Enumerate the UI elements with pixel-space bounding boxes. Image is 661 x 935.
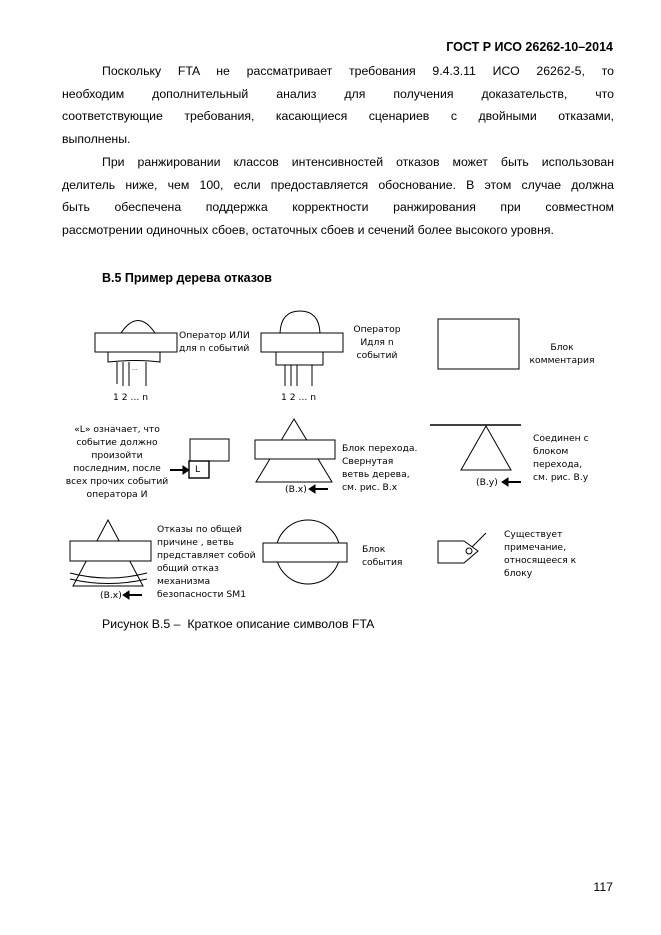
- paragraph-line: рассмотрении одиночных сбоев, остаточных сбоев и сечений более высокого уровня.: [62, 222, 554, 237]
- label-line: общий отказ: [157, 563, 219, 574]
- comment-block-symbol: [438, 319, 519, 369]
- label-line: для n событий: [179, 343, 250, 354]
- label-line: событие должно: [76, 437, 158, 448]
- paragraph-line: необходим дополнительный анализ для получения доказательств, что: [62, 86, 614, 101]
- label-line: ветвь дерева,: [342, 469, 410, 480]
- common-cause-ref: (B.x): [100, 590, 122, 601]
- connector-ref: (B.y): [476, 477, 498, 488]
- transfer-block-label: [342, 442, 417, 494]
- label-line: см. рис. B.y: [533, 472, 589, 483]
- label-line: Оператор: [353, 324, 401, 335]
- label-line: комментария: [529, 355, 595, 366]
- label-line: относящееся к: [504, 555, 577, 566]
- or-gate-symbol: [95, 321, 177, 387]
- document-code-header: ГОСТ Р ИСО 26262-10–2014: [446, 40, 613, 54]
- common-cause-label: [157, 523, 256, 601]
- label-line: безопасности SM1: [157, 589, 247, 600]
- transfer-block-symbol: [255, 419, 335, 493]
- paragraph-2: [62, 151, 614, 241]
- event-block-label: [362, 543, 402, 569]
- or-gate-dots: ...: [132, 365, 138, 372]
- l-box-letter: L: [195, 464, 201, 475]
- label-line: события: [362, 557, 403, 568]
- label-line: см. рис. B.x: [342, 482, 398, 493]
- label-line: оператора И: [86, 489, 148, 500]
- or-gate-label: [179, 329, 250, 355]
- label-line: последним, после: [73, 463, 161, 474]
- paragraph-1: [62, 60, 614, 150]
- paragraph-line: Поскольку FTA не рассматривает требования 9.4.3.11 ИСО 26262-5, то: [102, 64, 614, 78]
- and-gate-label: [349, 323, 405, 362]
- comment-block-label: [527, 341, 597, 367]
- label-line: представляет собой: [157, 550, 256, 561]
- paragraph-line: быть обеспечена поддержка корректности ранжирования при совместном: [62, 200, 614, 214]
- note-tag-symbol: [438, 533, 486, 563]
- label-line: перехода,: [533, 459, 583, 470]
- l-note-label: [62, 423, 172, 501]
- label-line: Блок: [362, 544, 386, 555]
- fta-symbols-figure: [0, 300, 661, 620]
- label-line: Оператор ИЛИ: [179, 330, 250, 341]
- label-line: Идля n: [360, 337, 394, 348]
- and-gate-inputs-label: 1 2 ... n: [281, 392, 317, 403]
- label-line: Отказы по общей: [157, 524, 242, 535]
- or-gate-inputs-label: 1 2 ... n: [113, 392, 149, 403]
- page-number: 117: [593, 880, 613, 894]
- label-line: событий: [356, 350, 398, 361]
- label-line: всех прочих событий: [65, 476, 169, 487]
- figure-caption: Рисунок B.5 – Краткое описание символов FTA: [102, 617, 375, 631]
- label-line: Блок перехода.: [342, 443, 418, 454]
- paragraph-line: При ранжировании классов интенсивностей отказов может быть использован: [102, 155, 614, 169]
- connector-label: [533, 432, 589, 484]
- label-line: Соединен с: [533, 433, 589, 444]
- label-line: механизма: [157, 576, 211, 587]
- and-gate-symbol: [261, 311, 343, 386]
- paragraph-line: делитель ниже, чем 100, если предоставляется обоснование. В этом случае должна: [62, 177, 614, 192]
- section-title: B.5 Пример дерева отказов: [102, 271, 272, 285]
- paragraph-line: соответствующие требования, касающиеся сценариев с двойными отказами,: [62, 109, 614, 123]
- paragraph-line: выполнены.: [62, 131, 131, 146]
- transfer-block-ref: (B.x): [285, 484, 307, 495]
- label-line: причине , ветвь: [157, 537, 234, 548]
- note-label: [504, 528, 576, 580]
- label-line: блоком: [533, 446, 569, 457]
- label-line: «L» означает, что: [74, 424, 160, 435]
- event-block-symbol: [263, 520, 347, 584]
- label-line: Свернутая: [342, 456, 394, 467]
- label-line: примечание,: [504, 542, 567, 553]
- common-cause-symbol: [70, 520, 151, 599]
- label-line: Существует: [504, 529, 563, 540]
- label-line: Блок: [550, 342, 574, 353]
- label-line: блоку: [504, 568, 533, 579]
- label-line: произойти: [91, 450, 143, 461]
